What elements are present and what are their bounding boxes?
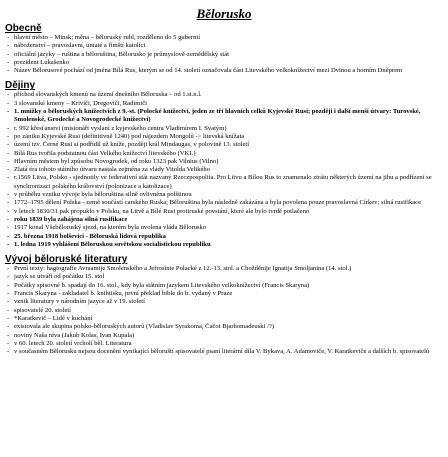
list-item: - r. 992 křesťanství (misionáři vyslaní z kyjevského centra Vladimírem I. Svatým) <box>5 125 443 133</box>
list-item: - r.1569 Litva, Polsko - sjednotily ve federativní stát nazvaný Rzeczpospolita. Pro Litvu a Bílou Rus to znamenalo ztrátu některých území na jihu a podřízení se synchronizaci polského království (polonizace a katolizace) <box>5 174 443 191</box>
list-item: - prezident Lukašenko <box>5 59 443 67</box>
section-obecne <box>5 23 443 75</box>
document-title: Bělorusko <box>196 6 252 21</box>
list-item: - vznik literatury v národním jazyce až v 19. století <box>5 298 443 306</box>
list-item: - v současném Bělorusku nejsou docenění vynikající běloruští spisovatelé psaní literární díla V. Bykava, A. Adamoviče, V. Karatkeviče a dalších b. spisovatelů <box>5 348 443 356</box>
list-item: - Bílá Rus tvořila podstatnou část Velkého knížectví litevského (VKL) <box>5 150 443 158</box>
list-item: - Počátky spisovné b. spadají do 16. stol., kdy byla státním jazykem Litevského velkoknížectví (Francis Skaryna) <box>5 282 443 290</box>
list-item: - spisovatelé 20. století <box>5 307 443 315</box>
list-item: - v průběhu vzniku vývoje byla běloruština silně ovlivněna polštinou <box>5 191 443 199</box>
list-item: - existovala ale skupina polsko-běloruských autorů (Vladislav Syrakoma, Čačot Bjarhomadeuski /?) <box>5 323 443 331</box>
list-item: - příchod slovanských kmenů na území dnešního Běloruska – od 1.st.n.l. <box>5 91 443 99</box>
list-item: - jazyk se utváří od počátku 15. stol <box>5 273 443 281</box>
list-item: - oficiální jazyky – ruština a běloruština, Bělorusko je průmyslově-zemědělský stát <box>5 51 443 59</box>
list-item: - 1772–1795 dělení Polska - země součástí carského Ruska; Běloruština byla následně zakázána a byla povolena pouze pravoslavná Církev; silná rusifikace <box>5 199 443 207</box>
section-heading: Dějiny <box>5 80 36 92</box>
list-item: - 1. ledna 1919 vyhlášení Běloruskou sovětskou socialistickou republiku <box>5 241 443 249</box>
list-item: - Zlatá éra tohoto státního útvaru nastala zejména za vlády Vitolda Velikého <box>5 166 443 174</box>
list-item: - Hlavním městem byl způsobu Novogrodek, od roku 1323 pak Vilnius (Vilno) <box>5 158 443 166</box>
list-item: - v 60. letech 20. století vrcholí běl. Literatura <box>5 340 443 348</box>
list-item: - 1. mnížky o běloruských knížectvích z 9.-st. (Polocké knížectví, jeden ze tří hlavních celků Kyjevské Rusi; později i další menší útvary: Turovské, Smolenské, Grodecké a Novogrodecké knížectví) <box>5 108 443 125</box>
list-item: - *Karatkevič – Lidé v kuchání <box>5 315 443 323</box>
list-item: - Název Bělorusové pochází od jména Bílá Rus, kterým se od 14. století označovala část Litevského velkoknížectví mezi Dvinou a horním Dněprem <box>5 67 443 75</box>
list-item: - hlavní město – Minsk; měna – běloruský rubl, rozděleno do 5 gubernií <box>5 34 443 42</box>
list-item: - noviny Naša niva (Jakub Kolas, Ivan Kupala) <box>5 332 443 340</box>
list-item: - 25. března 1918 bolševici - Běloruská lidová republika <box>5 233 443 241</box>
list-item: - v letech 1830/31 pak propuklo v Polsku, na Litvě a Bílé Rusi protiruské povstání, které ale bylo tvrdě potlačeno <box>5 208 443 216</box>
list-item: - Francis Skaryna - zakladatel b. knihtisku, první překlad bible do b. vydaný v Praze <box>5 290 443 298</box>
list-item: - 1917 konal Všeběloruský sjezd, na kterém byla uvolena vláda Bělorusko <box>5 224 443 232</box>
section-literatura <box>5 254 443 356</box>
list-item: - roku 1839 byla zahájena silná rusifikace <box>5 216 443 224</box>
section-dejiny <box>5 80 443 249</box>
section-heading: Vývoj běloruské literatury <box>5 254 128 266</box>
section-heading: Obecně <box>5 23 42 34</box>
list-item: - po zániku Kyjevské Rusi (definitivně 1240) pod nájezdem Mongolů -> litevská knížata <box>5 133 443 141</box>
list-item: - 3 slovanské kmeny – Kriviči, Dregoviči, Radimiči <box>5 100 443 108</box>
bullet-list <box>5 91 443 249</box>
bullet-list <box>5 265 443 356</box>
list-item: - území tzv. Černé Rusi si podřídil už kníže, později král Mindaugas, v polovině 13. století <box>5 141 443 149</box>
bullet-list <box>5 34 443 75</box>
list-item: - První texty: hagiografie Avraamije Smolenského a Jefrosinie Polacké z 12.-13. stol. a Chožděnije Ignatija Smoljanina (14. stol.) <box>5 265 443 273</box>
list-item: - náboženství – pravoslavní, uniaté a římští katolíci <box>5 42 443 50</box>
